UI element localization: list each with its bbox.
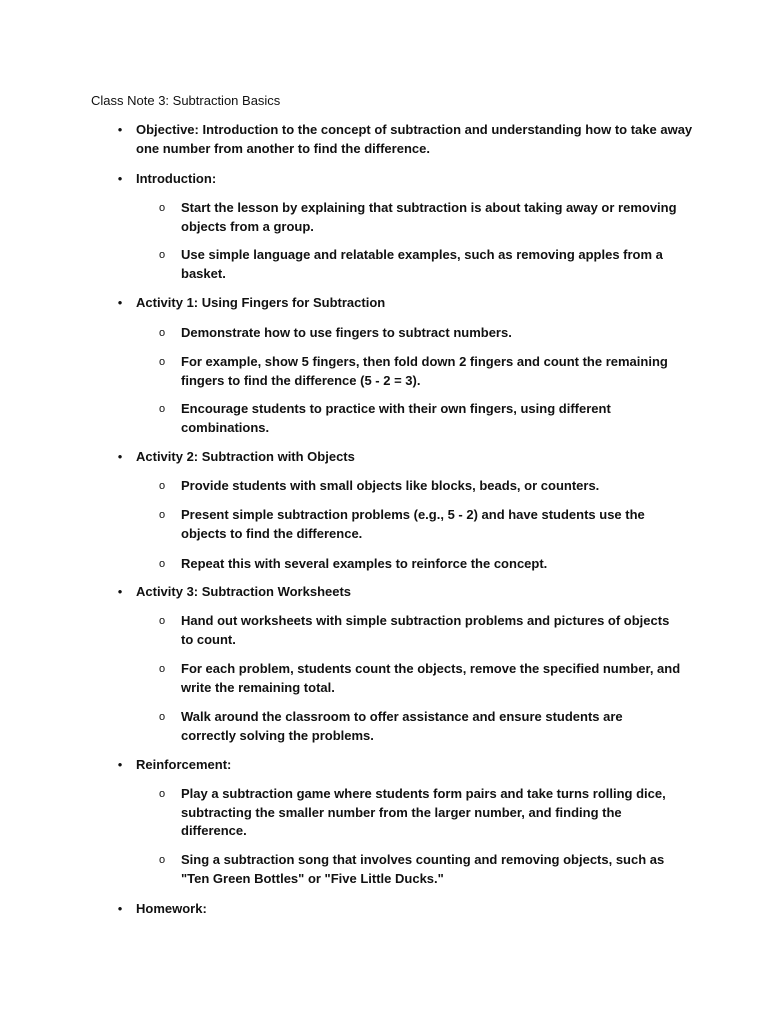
list-item: Encourage students to practice with their own fingers, using different combinations. [181,401,611,435]
bullet-marker: • [117,295,123,310]
section-heading: Homework: [136,901,207,916]
page-title: Class Note 3: Subtraction Basics [91,93,281,108]
sub-bullet-marker: o [158,202,166,214]
sub-bullet-marker: o [158,249,166,261]
sub-bullet-marker: o [158,356,166,368]
list-item: Start the lesson by explaining that subtraction is about taking away or removing objects from a group. [181,200,677,234]
section-heading: Activity 2: Subtraction with Objects [136,449,355,464]
section-heading: Reinforcement: [136,757,232,772]
sub-bullet-marker: o [158,615,166,627]
section-heading: Activity 1: Using Fingers for Subtraction [136,295,386,310]
bullet-marker: • [117,122,123,137]
list-item: Repeat this with several examples to reinforce the concept. [181,556,548,571]
sub-bullet-marker: o [158,854,166,866]
sub-bullet-marker: o [158,711,166,723]
sub-bullet-marker: o [158,480,166,492]
bullet-marker: • [117,584,123,599]
list-item: For each problem, students count the objects, remove the specified number, and write the remaining total. [181,661,681,695]
sub-bullet-marker: o [158,327,166,339]
sub-bullet-marker: o [158,663,166,675]
list-item: Use simple language and relatable examples, such as removing apples from a basket. [181,247,663,281]
sub-bullet-marker: o [158,509,166,521]
bullet-marker: • [117,171,123,186]
bullet-marker: • [117,901,123,916]
list-item: Walk around the classroom to offer assistance and ensure students are correctly solving the problems. [181,709,623,743]
list-item: For example, show 5 fingers, then fold down 2 fingers and count the remaining fingers to find the difference (5 - 2 = 3). [181,354,668,388]
sub-bullet-marker: o [158,788,166,800]
section-heading: Objective: Introduction to the concept of subtraction and understanding how to take away one number from another to find the difference. [136,122,693,156]
bullet-marker: • [117,449,123,464]
section-heading: Introduction: [136,171,217,186]
list-item: Provide students with small objects like blocks, beads, or counters. [181,478,600,493]
list-item: Sing a subtraction song that involves counting and removing objects, such as "Ten Green Bottles" or "Five Little Ducks." [181,852,665,886]
list-item: Play a subtraction game where students form pairs and take turns rolling dice, subtracting the smaller number from the larger number, and finding the difference. [181,786,666,838]
sub-bullet-marker: o [158,558,166,570]
list-item: Demonstrate how to use fingers to subtract numbers. [181,325,512,340]
list-item: Hand out worksheets with simple subtraction problems and pictures of objects to count. [181,613,670,647]
bullet-marker: • [117,757,123,772]
sub-bullet-marker: o [158,403,166,415]
list-item: Present simple subtraction problems (e.g., 5 - 2) and have students use the objects to find the difference. [181,507,645,541]
section-heading: Activity 3: Subtraction Worksheets [136,584,352,599]
